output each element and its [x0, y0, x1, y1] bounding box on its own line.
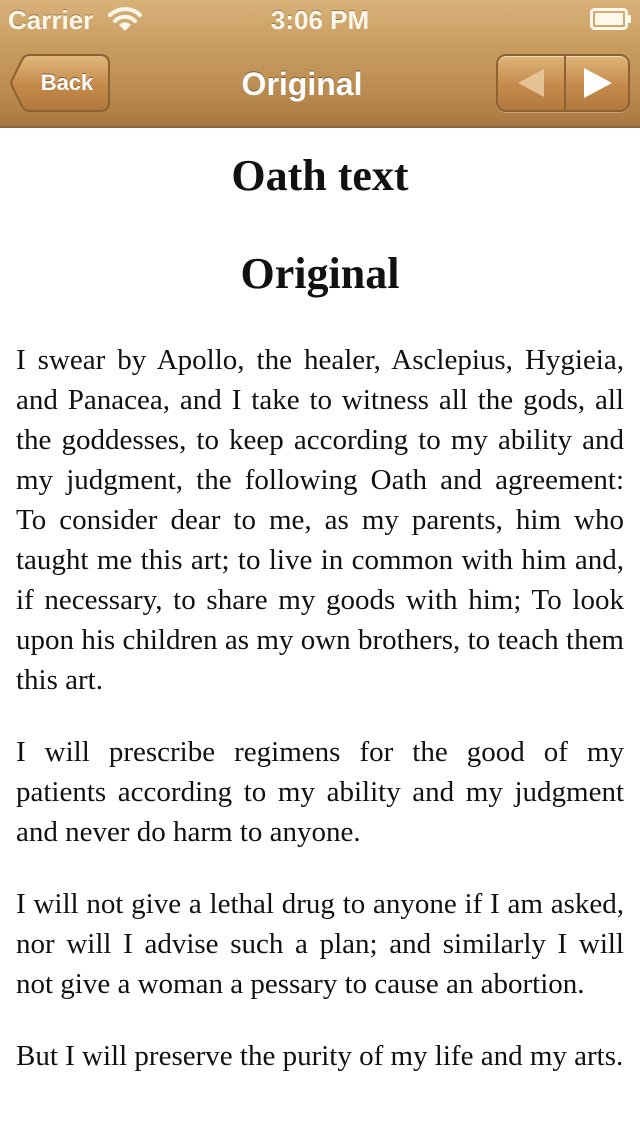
battery-icon — [590, 8, 632, 30]
oath-paragraph: I will prescribe regimens for the good of my patients according to my ability and my judgment and never do harm to anyone. — [16, 736, 624, 848]
oath-subheading: Original — [240, 249, 400, 298]
navigation-bar — [0, 40, 640, 128]
prev-next-control — [496, 54, 630, 112]
top-bar — [0, 0, 640, 128]
status-time: 3:06 PM — [270, 5, 370, 35]
oath-paragraph: But I will preserve the purity of my life and my arts. — [16, 1040, 624, 1072]
back-button[interactable] — [10, 54, 110, 112]
oath-paragraph: I swear by Apollo, the healer, Asclepius, Hygieia, and Panacea, and I take to witness all the gods, all the goddesses, to keep according to my ability and my judgment, the following Oath and agreement: To consider dear to me, as my parents, him who taught me this art; to live in common with him and, if necessary, to share my goods with him; To look upon his children as my own brothers, to teach them this art. — [16, 344, 624, 696]
carrier-label: Carrier — [8, 5, 94, 35]
oath-content[interactable] — [0, 130, 640, 1136]
oath-paragraph: I will not give a lethal drug to anyone if I am asked, nor will I advise such a plan; and similarly I will not give a woman a pessary to cause an abortion. — [16, 888, 624, 1000]
page-title: Original — [241, 66, 363, 102]
status-bar — [0, 0, 640, 40]
oath-paragraphs — [16, 340, 624, 1076]
next-button[interactable] — [564, 56, 630, 110]
oath-heading: Oath text — [231, 151, 409, 200]
back-button-label: Back — [40, 70, 94, 95]
previous-button[interactable] — [498, 56, 564, 110]
